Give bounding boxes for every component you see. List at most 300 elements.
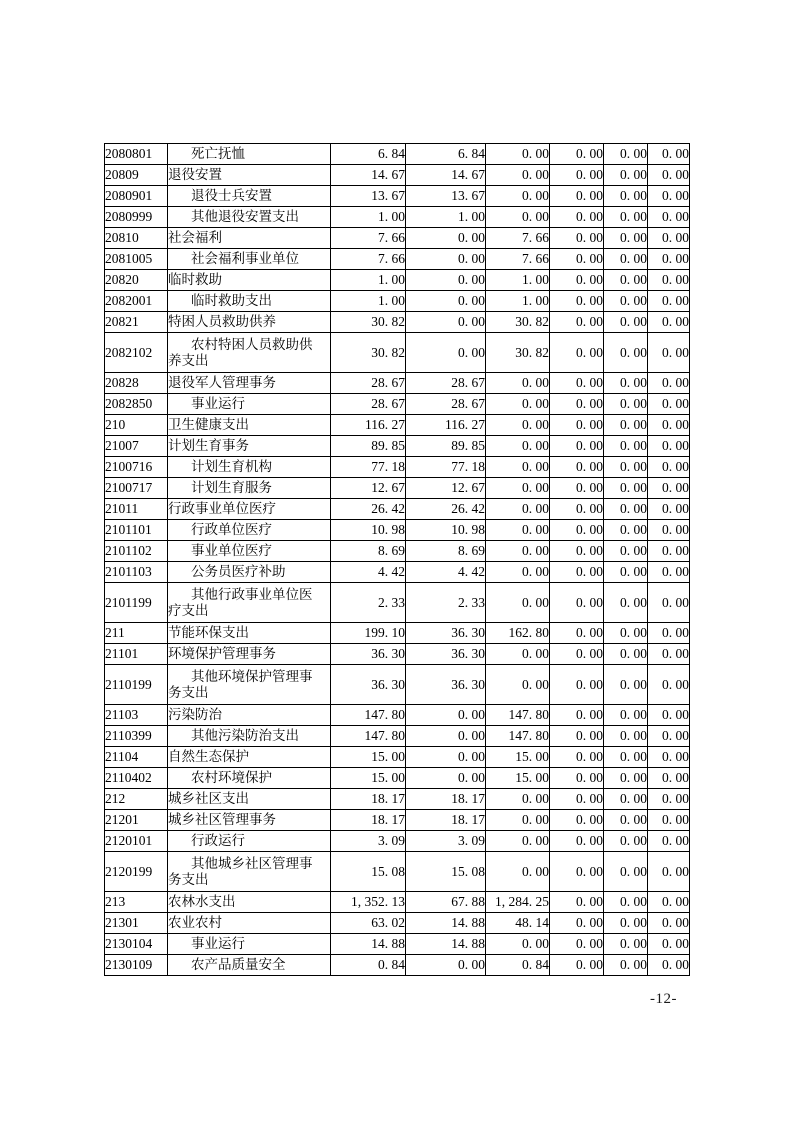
budget-code-cell: 21007: [105, 436, 168, 457]
amount-cell: 1. 00: [331, 207, 406, 228]
table-row: [105, 852, 690, 892]
amount-cell: 0. 00: [604, 373, 648, 394]
amount-cell: 0. 00: [604, 955, 648, 976]
table-row: [105, 333, 690, 373]
budget-code-cell: 213: [105, 892, 168, 913]
amount-cell: 0. 00: [648, 312, 690, 333]
amount-cell: 0. 00: [486, 831, 550, 852]
amount-cell: 0. 00: [550, 747, 604, 768]
budget-code-cell: 212: [105, 789, 168, 810]
amount-cell: 7. 66: [486, 228, 550, 249]
amount-cell: 18. 17: [406, 789, 486, 810]
amount-cell: 0. 00: [486, 165, 550, 186]
budget-code-cell: 2130109: [105, 955, 168, 976]
amount-cell: 0. 00: [604, 852, 648, 892]
amount-cell: 2. 33: [406, 583, 486, 623]
amount-cell: 0. 00: [604, 726, 648, 747]
budget-code-cell: 20821: [105, 312, 168, 333]
amount-cell: 0. 00: [604, 644, 648, 665]
budget-code-cell: 2120101: [105, 831, 168, 852]
table-row: [105, 270, 690, 291]
budget-code-cell: 2120199: [105, 852, 168, 892]
budget-item-name-cell: 事业运行: [168, 934, 331, 955]
amount-cell: 0. 00: [486, 665, 550, 705]
budget-code-cell: 21103: [105, 705, 168, 726]
budget-code-cell: 2100717: [105, 478, 168, 499]
amount-cell: 0. 00: [648, 892, 690, 913]
amount-cell: 18. 17: [331, 810, 406, 831]
table-row: [105, 520, 690, 541]
amount-cell: 28. 67: [406, 373, 486, 394]
budget-code-cell: 2100716: [105, 457, 168, 478]
amount-cell: 0. 00: [550, 583, 604, 623]
amount-cell: 12. 67: [331, 478, 406, 499]
amount-cell: 0. 00: [648, 207, 690, 228]
budget-item-name-cell: 农产品质量安全: [168, 955, 331, 976]
amount-cell: 0. 00: [648, 478, 690, 499]
budget-item-name-cell: 农林水支出: [168, 892, 331, 913]
amount-cell: 0. 00: [648, 373, 690, 394]
amount-cell: 30. 82: [331, 333, 406, 373]
amount-cell: 77. 18: [406, 457, 486, 478]
table-row: [105, 644, 690, 665]
amount-cell: 0. 00: [604, 207, 648, 228]
amount-cell: 0. 00: [550, 913, 604, 934]
amount-cell: 0. 00: [648, 562, 690, 583]
table-row: [105, 207, 690, 228]
amount-cell: 30. 82: [486, 312, 550, 333]
amount-cell: 89. 85: [331, 436, 406, 457]
amount-cell: 0. 84: [486, 955, 550, 976]
budget-code-cell: 21011: [105, 499, 168, 520]
amount-cell: 0. 00: [604, 186, 648, 207]
amount-cell: 13. 67: [406, 186, 486, 207]
amount-cell: 0. 00: [550, 541, 604, 562]
amount-cell: 0. 00: [486, 562, 550, 583]
amount-cell: 0. 00: [550, 457, 604, 478]
amount-cell: 0. 00: [604, 457, 648, 478]
amount-cell: 28. 67: [406, 394, 486, 415]
amount-cell: 14. 88: [406, 934, 486, 955]
amount-cell: 0. 00: [604, 541, 648, 562]
budget-table: [104, 143, 690, 976]
amount-cell: 15. 08: [406, 852, 486, 892]
amount-cell: 0. 00: [604, 913, 648, 934]
table-row: [105, 913, 690, 934]
budget-item-name-cell: 计划生育事务: [168, 436, 331, 457]
amount-cell: 3. 09: [331, 831, 406, 852]
amount-cell: 0. 00: [406, 270, 486, 291]
amount-cell: 0. 00: [550, 291, 604, 312]
amount-cell: 8. 69: [406, 541, 486, 562]
amount-cell: 0. 00: [550, 165, 604, 186]
amount-cell: 36. 30: [406, 644, 486, 665]
budget-code-cell: 20820: [105, 270, 168, 291]
amount-cell: 0. 00: [550, 831, 604, 852]
amount-cell: 116. 27: [406, 415, 486, 436]
budget-item-name-cell: 公务员医疗补助: [168, 562, 331, 583]
amount-cell: 0. 00: [648, 457, 690, 478]
budget-code-cell: 21201: [105, 810, 168, 831]
budget-code-cell: 2110399: [105, 726, 168, 747]
amount-cell: 0. 00: [604, 934, 648, 955]
amount-cell: 0. 00: [406, 228, 486, 249]
amount-cell: 0. 00: [604, 144, 648, 165]
amount-cell: 6. 84: [331, 144, 406, 165]
budget-item-name-cell: 其他退役安置支出: [168, 207, 331, 228]
amount-cell: 0. 00: [486, 478, 550, 499]
amount-cell: 0. 84: [331, 955, 406, 976]
amount-cell: 0. 00: [550, 333, 604, 373]
amount-cell: 0. 00: [486, 207, 550, 228]
amount-cell: 7. 66: [486, 249, 550, 270]
amount-cell: 0. 00: [406, 333, 486, 373]
amount-cell: 0. 00: [604, 249, 648, 270]
amount-cell: 77. 18: [331, 457, 406, 478]
amount-cell: 14. 67: [331, 165, 406, 186]
budget-item-name-cell: 计划生育机构: [168, 457, 331, 478]
amount-cell: 0. 00: [648, 913, 690, 934]
page-number: -12-: [650, 991, 677, 1007]
amount-cell: 1. 00: [486, 291, 550, 312]
budget-code-cell: 21301: [105, 913, 168, 934]
amount-cell: 0. 00: [550, 562, 604, 583]
amount-cell: 15. 00: [486, 768, 550, 789]
amount-cell: 0. 00: [486, 457, 550, 478]
amount-cell: 0. 00: [648, 789, 690, 810]
amount-cell: 0. 00: [648, 726, 690, 747]
budget-item-name-cell: 其他行政事业单位医 疗支出: [168, 583, 331, 623]
budget-item-name-cell: 城乡社区管理事务: [168, 810, 331, 831]
budget-item-name-cell: 农村环境保护: [168, 768, 331, 789]
budget-code-cell: 21101: [105, 644, 168, 665]
table-row: [105, 415, 690, 436]
amount-cell: 63. 02: [331, 913, 406, 934]
budget-code-cell: 21104: [105, 747, 168, 768]
budget-item-name-cell: 社会福利: [168, 228, 331, 249]
amount-cell: 30. 82: [331, 312, 406, 333]
amount-cell: 0. 00: [648, 228, 690, 249]
amount-cell: 0. 00: [604, 583, 648, 623]
amount-cell: 48. 14: [486, 913, 550, 934]
amount-cell: 26. 42: [331, 499, 406, 520]
amount-cell: 0. 00: [604, 499, 648, 520]
amount-cell: 0. 00: [604, 333, 648, 373]
amount-cell: 116. 27: [331, 415, 406, 436]
amount-cell: 13. 67: [331, 186, 406, 207]
amount-cell: 0. 00: [604, 789, 648, 810]
amount-cell: 0. 00: [648, 665, 690, 705]
budget-code-cell: 2082102: [105, 333, 168, 373]
amount-cell: 2. 33: [331, 583, 406, 623]
budget-code-cell: 2101103: [105, 562, 168, 583]
amount-cell: 0. 00: [550, 186, 604, 207]
budget-item-name-cell: 临时救助支出: [168, 291, 331, 312]
amount-cell: 0. 00: [604, 394, 648, 415]
amount-cell: 1. 00: [406, 207, 486, 228]
budget-code-cell: 2110402: [105, 768, 168, 789]
amount-cell: 0. 00: [486, 415, 550, 436]
budget-code-cell: 2101101: [105, 520, 168, 541]
table-row: [105, 623, 690, 644]
table-row: [105, 249, 690, 270]
table-row: [105, 457, 690, 478]
budget-item-name-cell: 临时救助: [168, 270, 331, 291]
amount-cell: 28. 67: [331, 394, 406, 415]
amount-cell: 0. 00: [550, 934, 604, 955]
amount-cell: 0. 00: [604, 478, 648, 499]
amount-cell: 0. 00: [604, 623, 648, 644]
amount-cell: 199. 10: [331, 623, 406, 644]
amount-cell: 0. 00: [648, 499, 690, 520]
amount-cell: 0. 00: [604, 747, 648, 768]
amount-cell: 147. 80: [331, 726, 406, 747]
budget-code-cell: 2080801: [105, 144, 168, 165]
amount-cell: 0. 00: [550, 436, 604, 457]
amount-cell: 0. 00: [604, 436, 648, 457]
amount-cell: 14. 67: [406, 165, 486, 186]
amount-cell: 0. 00: [648, 165, 690, 186]
amount-cell: 0. 00: [406, 768, 486, 789]
amount-cell: 0. 00: [648, 623, 690, 644]
amount-cell: 0. 00: [550, 144, 604, 165]
amount-cell: 0. 00: [486, 499, 550, 520]
amount-cell: 14. 88: [331, 934, 406, 955]
amount-cell: 7. 66: [331, 228, 406, 249]
amount-cell: 0. 00: [550, 478, 604, 499]
amount-cell: 0. 00: [648, 768, 690, 789]
amount-cell: 0. 00: [648, 810, 690, 831]
budget-code-cell: 2101199: [105, 583, 168, 623]
amount-cell: 0. 00: [550, 789, 604, 810]
amount-cell: 0. 00: [604, 892, 648, 913]
budget-item-name-cell: 其他城乡社区管理事 务支出: [168, 852, 331, 892]
budget-code-cell: 20809: [105, 165, 168, 186]
amount-cell: 0. 00: [486, 373, 550, 394]
budget-item-name-cell: 退役士兵安置: [168, 186, 331, 207]
budget-code-cell: 210: [105, 415, 168, 436]
table-row: [105, 228, 690, 249]
amount-cell: 0. 00: [604, 768, 648, 789]
budget-item-name-cell: 社会福利事业单位: [168, 249, 331, 270]
amount-cell: 10. 98: [406, 520, 486, 541]
amount-cell: 0. 00: [486, 436, 550, 457]
amount-cell: 162. 80: [486, 623, 550, 644]
amount-cell: 6. 84: [406, 144, 486, 165]
amount-cell: 0. 00: [604, 291, 648, 312]
amount-cell: 0. 00: [550, 955, 604, 976]
amount-cell: 0. 00: [486, 186, 550, 207]
amount-cell: 15. 00: [486, 747, 550, 768]
amount-cell: 0. 00: [550, 810, 604, 831]
amount-cell: 0. 00: [550, 768, 604, 789]
amount-cell: 0. 00: [550, 852, 604, 892]
amount-cell: 0. 00: [550, 623, 604, 644]
amount-cell: 0. 00: [648, 415, 690, 436]
amount-cell: 0. 00: [550, 207, 604, 228]
amount-cell: 0. 00: [550, 644, 604, 665]
amount-cell: 89. 85: [406, 436, 486, 457]
amount-cell: 7. 66: [331, 249, 406, 270]
table-row: [105, 291, 690, 312]
budget-item-name-cell: 污染防治: [168, 705, 331, 726]
amount-cell: 15. 00: [331, 768, 406, 789]
amount-cell: 14. 88: [406, 913, 486, 934]
budget-item-name-cell: 其他环境保护管理事 务支出: [168, 665, 331, 705]
amount-cell: 0. 00: [604, 312, 648, 333]
amount-cell: 0. 00: [486, 644, 550, 665]
amount-cell: 0. 00: [648, 644, 690, 665]
amount-cell: 0. 00: [550, 499, 604, 520]
amount-cell: 0. 00: [648, 436, 690, 457]
amount-cell: 26. 42: [406, 499, 486, 520]
amount-cell: 0. 00: [486, 520, 550, 541]
budget-item-name-cell: 退役安置: [168, 165, 331, 186]
budget-item-name-cell: 行政运行: [168, 831, 331, 852]
table-row: [105, 436, 690, 457]
amount-cell: 0. 00: [486, 789, 550, 810]
amount-cell: 0. 00: [406, 747, 486, 768]
amount-cell: 0. 00: [648, 291, 690, 312]
amount-cell: 0. 00: [648, 583, 690, 623]
amount-cell: 0. 00: [604, 810, 648, 831]
amount-cell: 0. 00: [486, 852, 550, 892]
amount-cell: 147. 80: [331, 705, 406, 726]
amount-cell: 1. 00: [486, 270, 550, 291]
table-row: [105, 165, 690, 186]
table-row: [105, 747, 690, 768]
table-row: [105, 768, 690, 789]
table-row: [105, 144, 690, 165]
table-row: [105, 583, 690, 623]
amount-cell: 0. 00: [648, 705, 690, 726]
amount-cell: 28. 67: [331, 373, 406, 394]
budget-item-name-cell: 死亡抚恤: [168, 144, 331, 165]
amount-cell: 0. 00: [604, 415, 648, 436]
budget-code-cell: 2110199: [105, 665, 168, 705]
amount-cell: 1, 284. 25: [486, 892, 550, 913]
amount-cell: 0. 00: [648, 270, 690, 291]
table-row: [105, 312, 690, 333]
amount-cell: 0. 00: [648, 955, 690, 976]
amount-cell: 36. 30: [331, 665, 406, 705]
amount-cell: 1, 352. 13: [331, 892, 406, 913]
budget-item-name-cell: 农业农村: [168, 913, 331, 934]
amount-cell: 0. 00: [486, 541, 550, 562]
amount-cell: 1. 00: [331, 270, 406, 291]
amount-cell: 0. 00: [604, 831, 648, 852]
amount-cell: 18. 17: [406, 810, 486, 831]
amount-cell: 0. 00: [486, 934, 550, 955]
amount-cell: 0. 00: [550, 249, 604, 270]
amount-cell: 147. 80: [486, 705, 550, 726]
amount-cell: 0. 00: [648, 394, 690, 415]
amount-cell: 0. 00: [648, 144, 690, 165]
budget-item-name-cell: 行政事业单位医疗: [168, 499, 331, 520]
budget-code-cell: 211: [105, 623, 168, 644]
amount-cell: 4. 42: [406, 562, 486, 583]
amount-cell: 147. 80: [486, 726, 550, 747]
table-row: [105, 373, 690, 394]
amount-cell: 0. 00: [550, 726, 604, 747]
table-row: [105, 478, 690, 499]
budget-code-cell: 2082850: [105, 394, 168, 415]
table-row: [105, 955, 690, 976]
amount-cell: 0. 00: [406, 705, 486, 726]
budget-item-name-cell: 卫生健康支出: [168, 415, 331, 436]
table-row: [105, 562, 690, 583]
amount-cell: 0. 00: [648, 541, 690, 562]
budget-item-name-cell: 城乡社区支出: [168, 789, 331, 810]
amount-cell: 0. 00: [550, 705, 604, 726]
amount-cell: 0. 00: [550, 270, 604, 291]
amount-cell: 0. 00: [406, 955, 486, 976]
amount-cell: 0. 00: [604, 228, 648, 249]
budget-item-name-cell: 行政单位医疗: [168, 520, 331, 541]
amount-cell: 0. 00: [604, 165, 648, 186]
amount-cell: 30. 82: [486, 333, 550, 373]
table-row: [105, 665, 690, 705]
amount-cell: 0. 00: [406, 312, 486, 333]
amount-cell: 0. 00: [604, 520, 648, 541]
amount-cell: 36. 30: [406, 665, 486, 705]
amount-cell: 0. 00: [604, 562, 648, 583]
amount-cell: 15. 08: [331, 852, 406, 892]
amount-cell: 0. 00: [604, 705, 648, 726]
budget-item-name-cell: 节能环保支出: [168, 623, 331, 644]
table-row: [105, 831, 690, 852]
amount-cell: 67. 88: [406, 892, 486, 913]
amount-cell: 3. 09: [406, 831, 486, 852]
amount-cell: 0. 00: [486, 144, 550, 165]
budget-item-name-cell: 其他污染防治支出: [168, 726, 331, 747]
table-row: [105, 541, 690, 562]
amount-cell: 0. 00: [550, 373, 604, 394]
table-row: [105, 186, 690, 207]
amount-cell: 36. 30: [331, 644, 406, 665]
amount-cell: 0. 00: [550, 892, 604, 913]
amount-cell: 15. 00: [331, 747, 406, 768]
amount-cell: 0. 00: [604, 270, 648, 291]
amount-cell: 36. 30: [406, 623, 486, 644]
amount-cell: 0. 00: [550, 415, 604, 436]
amount-cell: 0. 00: [486, 583, 550, 623]
budget-code-cell: 2080901: [105, 186, 168, 207]
amount-cell: 4. 42: [331, 562, 406, 583]
budget-item-name-cell: 事业单位医疗: [168, 541, 331, 562]
budget-item-name-cell: 退役军人管理事务: [168, 373, 331, 394]
budget-code-cell: 20828: [105, 373, 168, 394]
amount-cell: 0. 00: [550, 394, 604, 415]
amount-cell: 10. 98: [331, 520, 406, 541]
amount-cell: 0. 00: [550, 312, 604, 333]
amount-cell: 0. 00: [648, 520, 690, 541]
amount-cell: 0. 00: [648, 186, 690, 207]
budget-item-name-cell: 自然生态保护: [168, 747, 331, 768]
amount-cell: 1. 00: [331, 291, 406, 312]
table-row: [105, 394, 690, 415]
budget-code-cell: 2101102: [105, 541, 168, 562]
amount-cell: 0. 00: [648, 333, 690, 373]
table-row: [105, 705, 690, 726]
table-row: [105, 789, 690, 810]
budget-item-name-cell: 计划生育服务: [168, 478, 331, 499]
amount-cell: 0. 00: [550, 665, 604, 705]
amount-cell: 0. 00: [486, 810, 550, 831]
amount-cell: 0. 00: [406, 249, 486, 270]
amount-cell: 0. 00: [648, 747, 690, 768]
amount-cell: 0. 00: [550, 520, 604, 541]
